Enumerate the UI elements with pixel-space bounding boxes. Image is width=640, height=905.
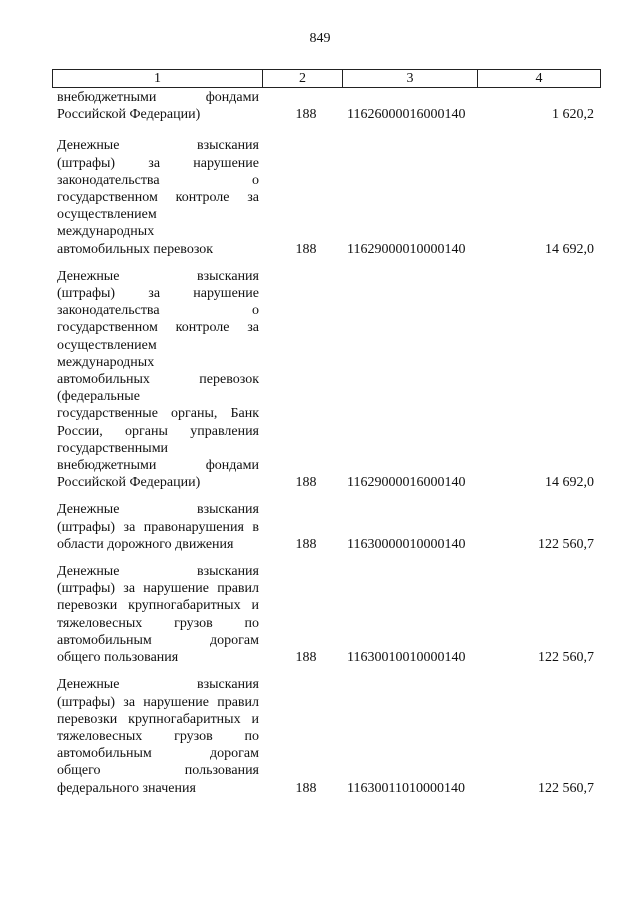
description-line: автомобильных перевозок [57, 372, 259, 388]
budget-code: 11630010010000140 [347, 650, 466, 666]
description-line: осуществлением [57, 207, 157, 223]
description-line: перевозки крупногабаритных и [57, 598, 259, 614]
description-line: внебюджетными фондами [57, 458, 259, 474]
amount: 122 560,7 [538, 780, 594, 796]
admin-code: 188 [295, 650, 317, 666]
description-line: перевозки крупногабаритных и [57, 711, 259, 727]
description-line: (штрафы) за нарушение [57, 155, 259, 171]
description-line: государственном контроле за [57, 190, 259, 206]
amount: 122 560,7 [538, 536, 594, 552]
budget-code: 11629000010000140 [347, 241, 466, 257]
description-line: Денежные взыскания [57, 268, 259, 284]
table-row [57, 563, 597, 666]
table-row [57, 137, 597, 257]
description-line: законодательства о [57, 172, 259, 188]
description-line: Денежные взыскания [57, 502, 259, 518]
header-col-1: 1 [53, 70, 263, 87]
row-description [57, 676, 259, 796]
description-line: тяжеловесных грузов по [57, 728, 259, 744]
description-line: общего пользования [57, 650, 179, 666]
admin-code: 188 [295, 536, 317, 552]
table-body [57, 89, 597, 807]
row-description [57, 137, 259, 257]
description-line: Российской Федерации) [57, 475, 201, 491]
description-line: Денежные взыскания [57, 138, 259, 154]
amount: 14 692,0 [545, 475, 594, 491]
row-description [57, 89, 259, 123]
description-line: (штрафы) за нарушение правил [57, 694, 259, 710]
description-line: государственные органы, Банк [57, 406, 259, 422]
header-col-4: 4 [535, 71, 543, 86]
amount: 122 560,7 [538, 650, 594, 666]
admin-code: 188 [295, 780, 317, 796]
table-row [57, 501, 597, 553]
table-row [57, 268, 597, 492]
description-line: автомобильным дорогам [57, 632, 259, 648]
description-line: Российской Федерации) [57, 107, 201, 123]
description-line: международных [57, 224, 155, 240]
admin-code: 188 [295, 107, 317, 123]
budget-code: 11626000016000140 [347, 107, 466, 123]
description-line: осуществлением [57, 337, 157, 353]
description-line: (штрафы) за нарушение правил [57, 581, 259, 597]
description-line: России, органы управления [57, 423, 259, 439]
description-line: законодательства о [57, 303, 259, 319]
budget-code: 11630000010000140 [347, 536, 466, 552]
description-line: внебюджетными фондами [57, 90, 259, 105]
row-description [57, 501, 259, 553]
description-line: (штрафы) за нарушение [57, 286, 259, 302]
page-number: 849 [309, 31, 331, 46]
budget-code: 11629000016000140 [347, 475, 466, 491]
header-col-3: 3 [343, 70, 478, 87]
header-col-2: 2 [263, 70, 343, 87]
description-line: Денежные взыскания [57, 564, 259, 580]
description-line: тяжеловесных грузов по [57, 615, 259, 631]
description-line: (штрафы) за правонарушения в [57, 519, 259, 535]
row-description [57, 563, 259, 666]
table-row [57, 89, 597, 123]
description-line: автомобильным дорогам [57, 746, 259, 762]
budget-code: 11630011010000140 [347, 780, 465, 796]
description-line: Денежные взыскания [57, 677, 259, 693]
table-row [57, 676, 597, 796]
description-line: автомобильных перевозок [57, 241, 214, 257]
row-description [57, 268, 259, 492]
amount: 14 692,0 [545, 241, 594, 257]
admin-code: 188 [295, 475, 317, 491]
amount: 1 620,2 [552, 107, 594, 123]
description-line: (федеральные [57, 389, 140, 405]
table-header [52, 69, 601, 88]
description-line: общего пользования [57, 763, 259, 779]
description-line: области дорожного движения [57, 536, 234, 552]
description-line: международных [57, 354, 155, 370]
admin-code: 188 [295, 241, 317, 257]
description-line: государственном контроле за [57, 320, 259, 336]
description-line: федерального значения [57, 780, 196, 796]
description-line: государственными [57, 440, 169, 456]
